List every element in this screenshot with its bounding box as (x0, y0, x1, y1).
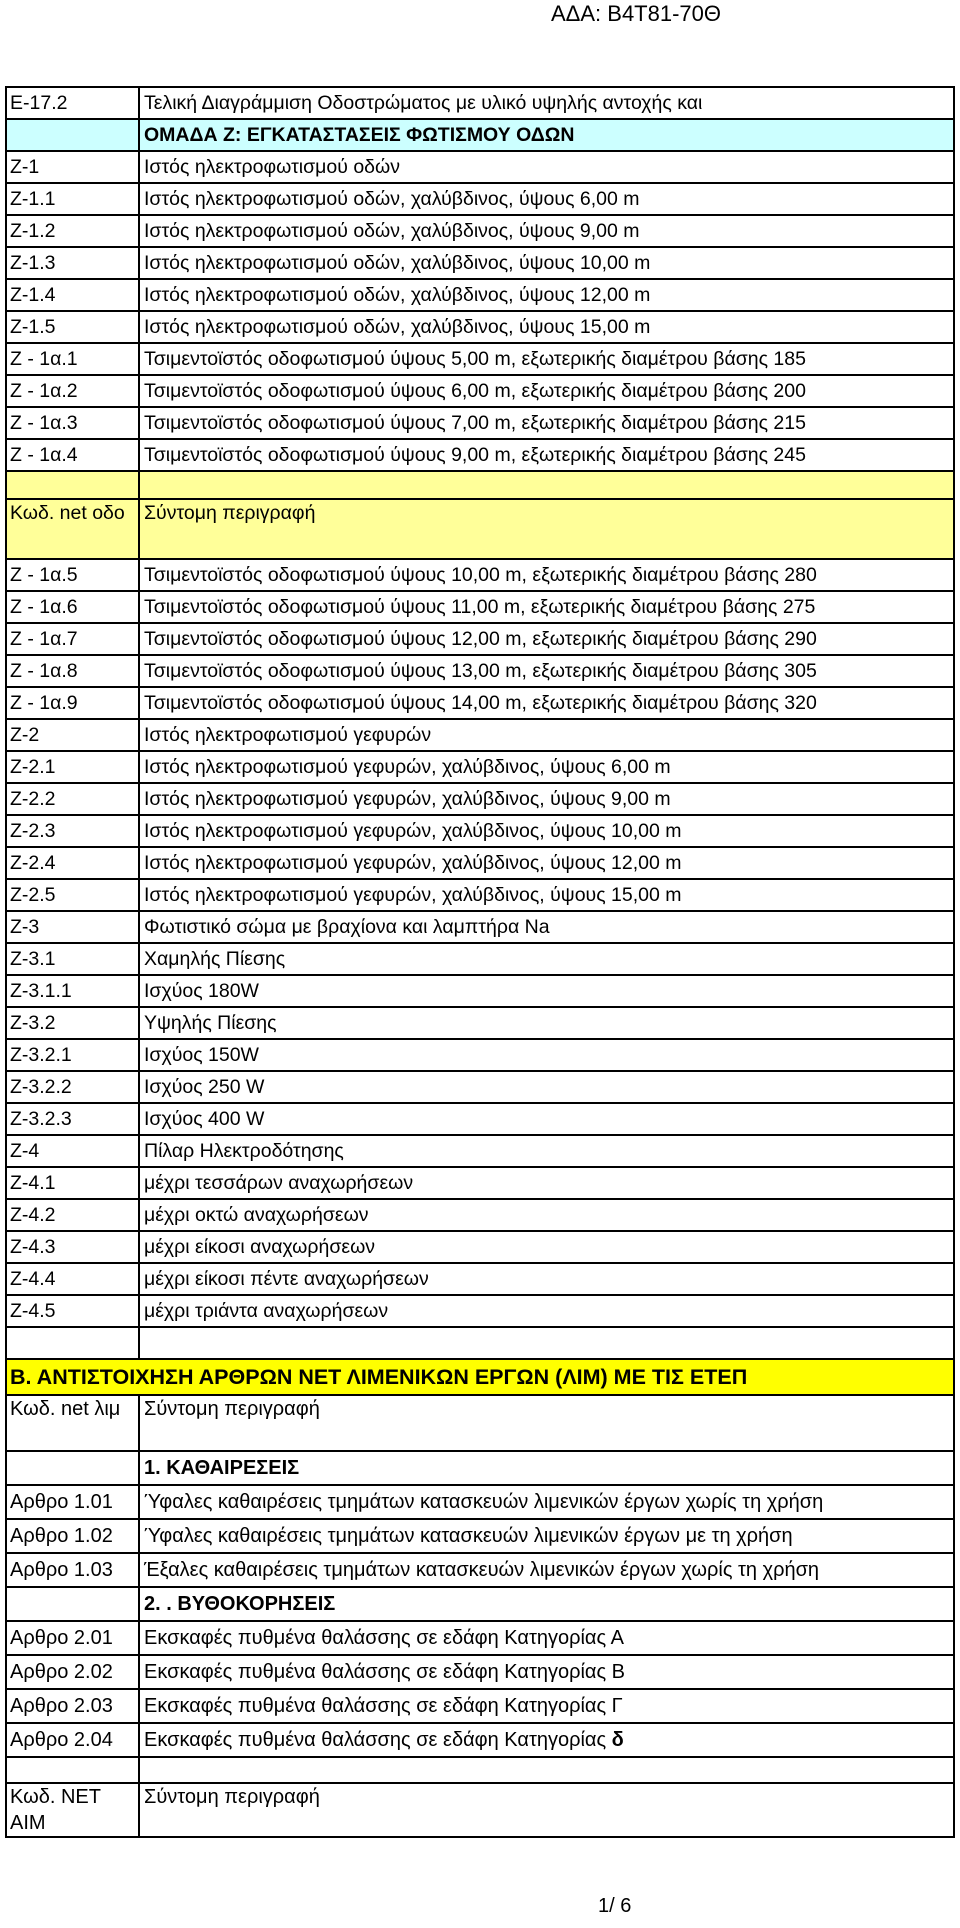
column-header-row (6, 1783, 954, 1837)
table-row (6, 847, 954, 879)
code-cell (6, 119, 139, 151)
description-cell: Τελική Διαγράμμιση Οδοστρώματος με υλικό υψηλής αντοχής και (139, 87, 954, 119)
correspondence-table (5, 86, 955, 1838)
table-row (6, 215, 954, 247)
spacer-row (6, 1757, 954, 1783)
description-text: Εκσκαφές πυθμένα θαλάσσης σε εδάφη Κατηγορίας (144, 1729, 607, 1751)
column-header-row (6, 1395, 954, 1451)
table-row (6, 343, 954, 375)
description-cell: Τσιμεντοϊστός οδοφωτισμού ύψους 9,00 m, εξωτερικής διαμέτρου βάσης 245 (139, 439, 954, 471)
group-heading: ΟΜΑΔΑ Ζ: ΕΓΚΑΤΑΣΤΑΣΕΙΣ ΦΩΤΙΣΜΟΥ ΟΔΩΝ (139, 119, 954, 151)
code-cell: Ζ-2 (6, 719, 139, 751)
description-cell: Εκσκαφές πυθμένα θαλάσσης σε εδάφη Κατηγορίας Α (139, 1621, 954, 1655)
code-cell: Ζ - 1α.3 (6, 407, 139, 439)
subgroup-heading-row (6, 1451, 954, 1485)
code-cell: Ζ-2.1 (6, 751, 139, 783)
code-cell: Ζ - 1α.8 (6, 655, 139, 687)
table-row (6, 1295, 954, 1327)
table-row (6, 1135, 954, 1167)
table-row (6, 559, 954, 591)
table-row (6, 1167, 954, 1199)
code-cell: Αρθρο 2.01 (6, 1621, 139, 1655)
code-cell: Ζ-1.3 (6, 247, 139, 279)
code-cell: Ζ - 1α.6 (6, 591, 139, 623)
table-row (6, 1655, 954, 1689)
table-row (6, 1007, 954, 1039)
description-cell: Τσιμεντοϊστός οδοφωτισμού ύψους 5,00 m, εξωτερικής διαμέτρου βάσης 185 (139, 343, 954, 375)
table-row (6, 687, 954, 719)
code-cell (6, 1587, 139, 1621)
description-cell: Ιστός ηλεκτροφωτισμού οδών, χαλύβδινος, ύψους 9,00 m (139, 215, 954, 247)
description-cell: Ιστός ηλεκτροφωτισμού οδών, χαλύβδινος, ύψους 12,00 m (139, 279, 954, 311)
description-cell: Τσιμεντοϊστός οδοφωτισμού ύψους 10,00 m, εξωτερικής διαμέτρου βάσης 280 (139, 559, 954, 591)
description-cell: Ιστός ηλεκτροφωτισμού οδών, χαλύβδινος, ύψους 15,00 m (139, 311, 954, 343)
code-cell: Ζ - 1α.2 (6, 375, 139, 407)
table-row (6, 751, 954, 783)
code-cell: Ζ-4.3 (6, 1231, 139, 1263)
code-cell: Ζ-3.1 (6, 943, 139, 975)
code-cell: Ζ-2.4 (6, 847, 139, 879)
table-row (6, 1519, 954, 1553)
code-cell: Αρθρο 1.02 (6, 1519, 139, 1553)
description-column-header: Σύντομη περιγραφή (139, 1395, 954, 1451)
table-row (6, 1553, 954, 1587)
table-row (6, 591, 954, 623)
table-row (6, 655, 954, 687)
description-column-header: Σύντομη περιγραφή (139, 1783, 954, 1837)
code-cell: Ζ - 1α.7 (6, 623, 139, 655)
description-cell: Έξαλες καθαιρέσεις τμημάτων κατασκευών λιμενικών έργων χωρίς τη χρήση (139, 1553, 954, 1587)
description-cell: Τσιμεντοϊστός οδοφωτισμού ύψους 13,00 m, εξωτερικής διαμέτρου βάσης 305 (139, 655, 954, 687)
description-cell: Εκσκαφές πυθμένα θαλάσσης σε εδάφη Κατηγορίας Γ (139, 1689, 954, 1723)
group-heading-row (6, 119, 954, 151)
description-cell: Πίλαρ Ηλεκτροδότησης (139, 1135, 954, 1167)
description-cell: Ιστός ηλεκτροφωτισμού γεφυρών, χαλύβδινος, ύψους 9,00 m (139, 783, 954, 815)
table-row (6, 375, 954, 407)
code-column-header: Κωδ. net οδο (6, 499, 139, 559)
code-cell (6, 1327, 139, 1359)
description-cell: Τσιμεντοϊστός οδοφωτισμού ύψους 14,00 m, εξωτερικής διαμέτρου βάσης 320 (139, 687, 954, 719)
description-cell: Ιστός ηλεκτροφωτισμού οδών (139, 151, 954, 183)
description-cell: Τσιμεντοϊστός οδοφωτισμού ύψους 6,00 m, εξωτερικής διαμέτρου βάσης 200 (139, 375, 954, 407)
description-cell: Εκσκαφές πυθμένα θαλάσσης σε εδάφη Κατηγορίας Β (139, 1655, 954, 1689)
table-row (6, 279, 954, 311)
code-cell: Ζ-3.2.3 (6, 1103, 139, 1135)
description-cell: Ιστός ηλεκτροφωτισμού οδών, χαλύβδινος, ύψους 6,00 m (139, 183, 954, 215)
spacer-row (6, 471, 954, 499)
table-row (6, 1621, 954, 1655)
code-cell: Ζ-3.2.2 (6, 1071, 139, 1103)
code-cell: Αρθρο 2.03 (6, 1689, 139, 1723)
description-cell (139, 1327, 954, 1359)
description-cell: Ιστός ηλεκτροφωτισμού γεφυρών, χαλύβδινος, ύψους 6,00 m (139, 751, 954, 783)
code-cell: Ζ-2.5 (6, 879, 139, 911)
code-column-header: Κωδ. net λιμ (6, 1395, 139, 1451)
table-row (6, 183, 954, 215)
section-title: Β. ΑΝΤΙΣΤΟΙΧΗΣΗ ΑΡΘΡΩΝ ΝΕΤ ΛΙΜΕΝΙΚΩΝ ΕΡΓΩΝ (ΛΙΜ) ΜΕ ΤΙΣ ΕΤΕΠ (6, 1359, 954, 1395)
code-cell: Ζ-4 (6, 1135, 139, 1167)
column-header-row (6, 499, 954, 559)
table-row (6, 943, 954, 975)
description-cell: Χαμηλής Πίεσης (139, 943, 954, 975)
table-row (6, 311, 954, 343)
description-cell: Ύφαλες καθαιρέσεις τμημάτων κατασκευών λιμενικών έργων χωρίς τη χρήση (139, 1485, 954, 1519)
description-cell: μέχρι είκοσι πέντε αναχωρήσεων (139, 1263, 954, 1295)
description-cell: μέχρι οκτώ αναχωρήσεων (139, 1199, 954, 1231)
code-cell: Ζ-4.4 (6, 1263, 139, 1295)
code-cell: Ζ-2.3 (6, 815, 139, 847)
description-column-header: Σύντομη περιγραφή (139, 499, 954, 559)
table-row (6, 879, 954, 911)
table-row (6, 815, 954, 847)
code-cell: Αρθρο 2.02 (6, 1655, 139, 1689)
description-cell: Ισχύος 150W (139, 1039, 954, 1071)
description-cell: Ισχύος 180W (139, 975, 954, 1007)
code-cell: Ζ-3.1.1 (6, 975, 139, 1007)
code-cell: Ζ-4.1 (6, 1167, 139, 1199)
description-cell: Τσιμεντοϊστός οδοφωτισμού ύψους 12,00 m, εξωτερικής διαμέτρου βάσης 290 (139, 623, 954, 655)
code-cell: Ζ-1.2 (6, 215, 139, 247)
description-cell (139, 1723, 954, 1757)
subgroup-heading: 2. . ΒΥΘΟΚΟΡΗΣΕΙΣ (139, 1587, 954, 1621)
table-row (6, 1263, 954, 1295)
description-cell: Ιστός ηλεκτροφωτισμού γεφυρών, χαλύβδινος, ύψους 10,00 m (139, 815, 954, 847)
code-cell (6, 1451, 139, 1485)
table-row (6, 407, 954, 439)
table-row (6, 439, 954, 471)
code-cell: Ζ-4.5 (6, 1295, 139, 1327)
page-number: 1/ 6 (598, 1895, 632, 1917)
code-cell: Ζ - 1α.5 (6, 559, 139, 591)
category-letter: δ (611, 1729, 624, 1751)
table-row (6, 1071, 954, 1103)
code-cell: Ζ-3.2 (6, 1007, 139, 1039)
code-cell: Ζ-1.5 (6, 311, 139, 343)
code-cell: Ε-17.2 (6, 87, 139, 119)
description-cell: Τσιμεντοϊστός οδοφωτισμού ύψους 11,00 m, εξωτερικής διαμέτρου βάσης 275 (139, 591, 954, 623)
subgroup-heading-row (6, 1587, 954, 1621)
description-cell: Ισχύος 400 W (139, 1103, 954, 1135)
code-cell: Ζ-1.4 (6, 279, 139, 311)
table-row (6, 911, 954, 943)
table-row (6, 719, 954, 751)
description-cell: Ιστός ηλεκτροφωτισμού οδών, χαλύβδινος, ύψους 10,00 m (139, 247, 954, 279)
code-cell: Ζ-3.2.1 (6, 1039, 139, 1071)
table-row (6, 1723, 954, 1757)
code-cell: Ζ-1.1 (6, 183, 139, 215)
code-cell: Ζ - 1α.1 (6, 343, 139, 375)
description-cell: Τσιμεντοϊστός οδοφωτισμού ύψους 7,00 m, εξωτερικής διαμέτρου βάσης 215 (139, 407, 954, 439)
table-row (6, 1231, 954, 1263)
description-cell: Φωτιστικό σώμα με βραχίονα και λαμπτήρα Na (139, 911, 954, 943)
description-cell: μέχρι είκοσι αναχωρήσεων (139, 1231, 954, 1263)
subgroup-heading: 1. ΚΑΘΑΙΡΕΣΕΙΣ (139, 1451, 954, 1485)
table-row (6, 1103, 954, 1135)
table-row (6, 1327, 954, 1359)
code-cell: Ζ-2.2 (6, 783, 139, 815)
table-row (6, 623, 954, 655)
code-cell: Ζ-3 (6, 911, 139, 943)
table-row (6, 1199, 954, 1231)
table-row (6, 975, 954, 1007)
description-cell: μέχρι τεσσάρων αναχωρήσεων (139, 1167, 954, 1199)
code-cell: Αρθρο 1.03 (6, 1553, 139, 1587)
code-column-header: Κωδ. ΝΕΤ ΑΙΜ (6, 1783, 139, 1837)
description-cell: Ιστός ηλεκτροφωτισμού γεφυρών, χαλύβδινος, ύψους 12,00 m (139, 847, 954, 879)
description-cell: Ύφαλες καθαιρέσεις τμημάτων κατασκευών λιμενικών έργων με τη χρήση (139, 1519, 954, 1553)
code-cell: Ζ - 1α.9 (6, 687, 139, 719)
description-cell: Ιστός ηλεκτροφωτισμού γεφυρών (139, 719, 954, 751)
code-cell: Ζ - 1α.4 (6, 439, 139, 471)
document-id: ΑΔΑ: Β4Τ81-70Θ (551, 1, 721, 26)
description-cell: Υψηλής Πίεσης (139, 1007, 954, 1039)
code-cell: Ζ-4.2 (6, 1199, 139, 1231)
spreadsheet-page (5, 86, 955, 1838)
description-cell: Ιστός ηλεκτροφωτισμού γεφυρών, χαλύβδινος, ύψους 15,00 m (139, 879, 954, 911)
table-row (6, 87, 954, 119)
description-cell: μέχρι τριάντα αναχωρήσεων (139, 1295, 954, 1327)
code-cell: Ζ-1 (6, 151, 139, 183)
table-row (6, 247, 954, 279)
table-row (6, 151, 954, 183)
section-heading-row (6, 1359, 954, 1395)
table-row (6, 1689, 954, 1723)
table-row (6, 783, 954, 815)
description-cell: Ισχύος 250 W (139, 1071, 954, 1103)
code-cell: Αρθρο 2.04 (6, 1723, 139, 1757)
table-row (6, 1485, 954, 1519)
table-row (6, 1039, 954, 1071)
code-cell: Αρθρο 1.01 (6, 1485, 139, 1519)
